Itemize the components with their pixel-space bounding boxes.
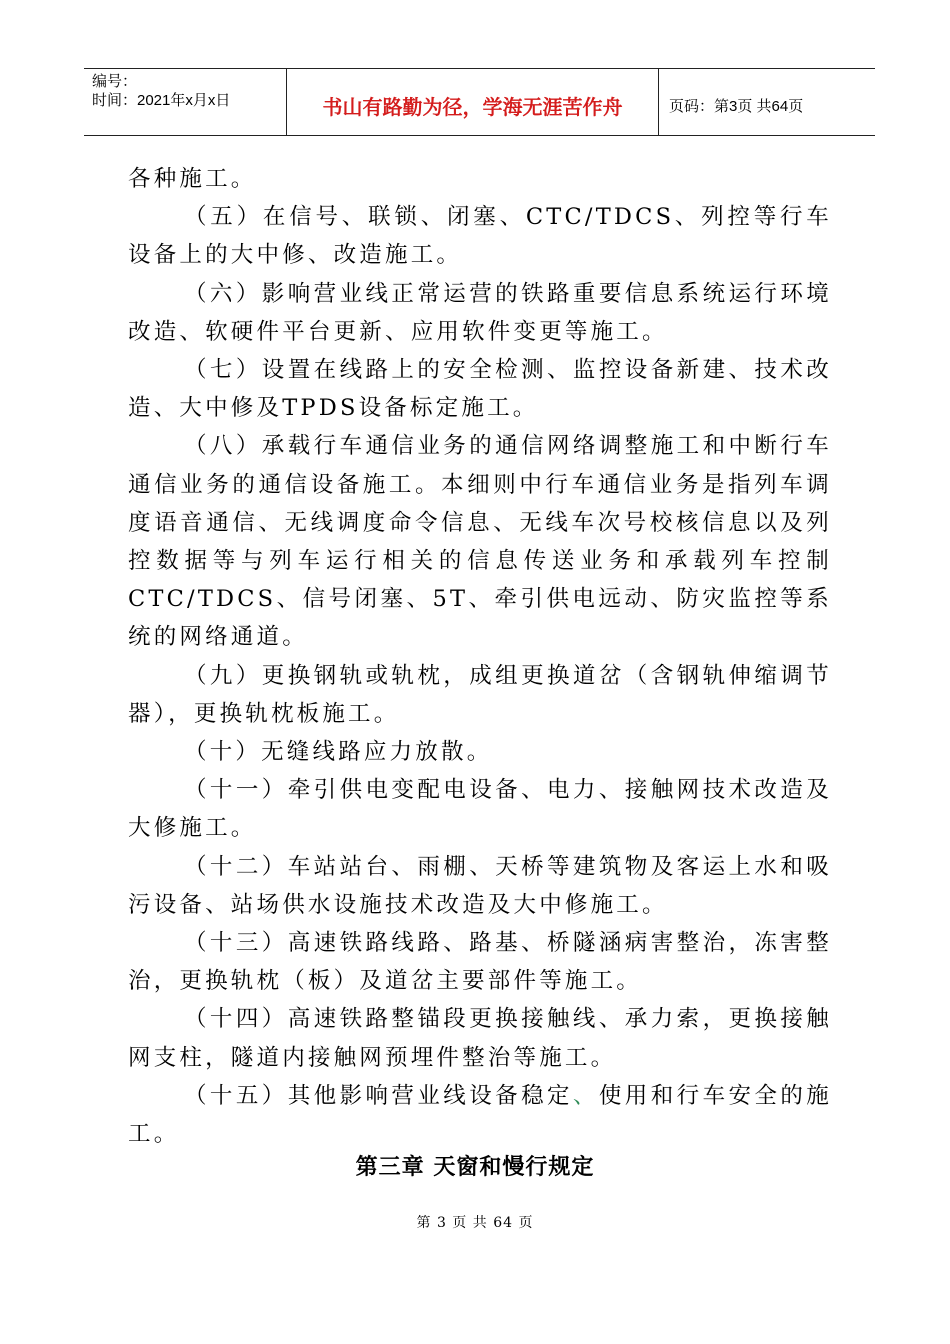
paragraph-item-15-part-a: （十五）其他影响营业线设备稳定 [184, 1082, 573, 1109]
header-meta [84, 69, 287, 135]
paragraph-item-7: （七）设置在线路上的安全检测、监控设备新建、技术改造、大中修及TPDS设备标定施工。 [128, 357, 832, 422]
page-header [84, 68, 875, 136]
paragraph-item-15 [128, 1077, 832, 1153]
document-body [128, 160, 832, 1153]
paragraph-item-10: （十）无缝线路应力放散。 [184, 739, 493, 766]
paragraph-item-9: （九）更换钢轨或轨枕，成组更换道岔（含钢轨伸缩调节器），更换轨枕板施工。 [128, 662, 832, 727]
paragraph-item-13: （十三）高速铁路线路、路基、桥隧涵病害整治，冻害整治，更换轨枕（板）及道岔主要部件等施工。 [128, 930, 832, 995]
paragraph-item-15-part-b: 使用和行车安全的施工。 [128, 1082, 832, 1148]
paragraph-item-6: （六）影响营业线正常运营的铁路重要信息系统运行环境改造、软硬件平台更新、应用软件变更等施工。 [128, 280, 832, 345]
paragraph-item-5: （五）在信号、联锁、闭塞、CTC/TDCS、列控等行车设备上的大中修、改造施工。 [128, 204, 832, 269]
document-number-label: 编号： [92, 73, 138, 90]
highlighted-punctuation: 、 [572, 1082, 599, 1109]
header-motto: 书山有路勤为径，学海无涯苦作舟 [287, 69, 659, 135]
paragraph-item-12: （十二）车站站台、雨棚、天桥等建筑物及客运上水和吸污设备、站场供水设施技术改造及大中修施工。 [128, 853, 832, 918]
page-footer: 第 3 页 共 64 页 [416, 1215, 534, 1231]
paragraph-continuation: 各种施工。 [128, 166, 257, 192]
header-page-info: 页码：第3页 共64页 [669, 97, 804, 115]
document-date: 时间：2021年x月x日 [92, 92, 231, 109]
chapter-title: 第三章 天窗和慢行规定 [355, 1155, 595, 1180]
paragraph-item-14: （十四）高速铁路整锚段更换接触线、承力索，更换接触网支柱，隧道内接触网预埋件整治等施工。 [128, 1006, 832, 1071]
paragraph-item-8: （八）承载行车通信业务的通信网络调整施工和中断行车通信业务的通信设备施工。本细则中行车通信业务是指列车调度语音通信、无线调度命令信息、无线车次号校核信息以及列控数据等与列车运行相关的信息传送业务和承载列车控制CTC/TDCS、信号闭塞、5T、牵引供电远动、防灾监控等系统的网络通道。 [128, 433, 832, 651]
paragraph-item-11: （十一）牵引供电变配电设备、电力、接触网技术改造及大修施工。 [128, 777, 832, 842]
